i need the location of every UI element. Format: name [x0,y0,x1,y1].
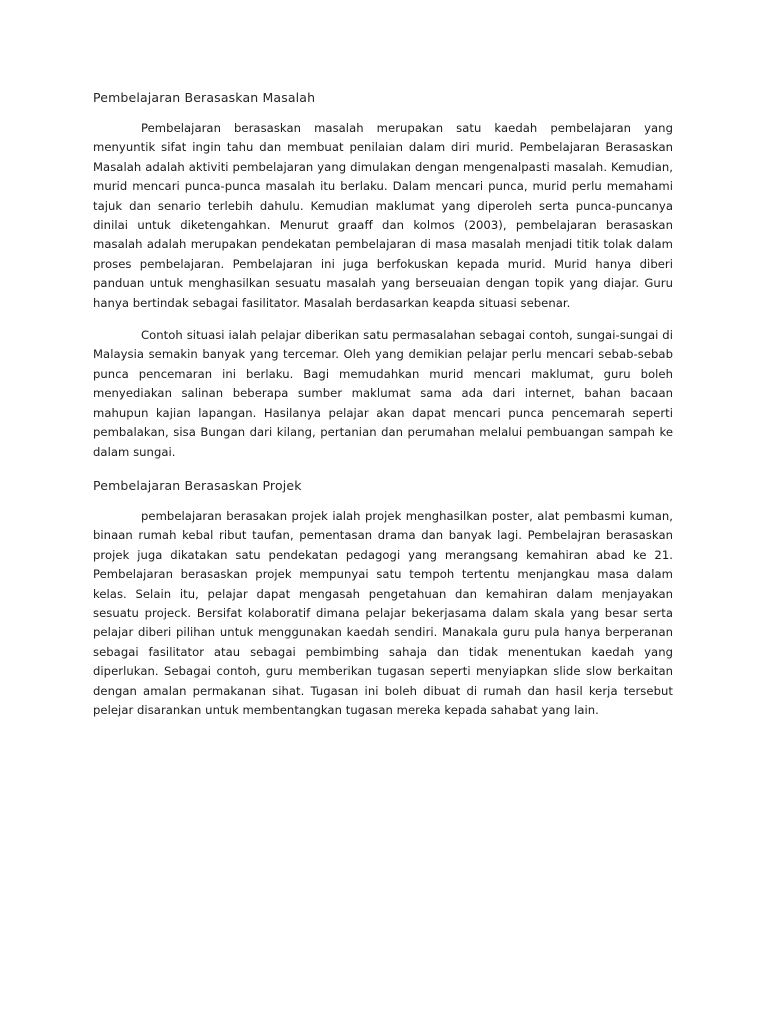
paragraph-projek-definition: pembelajaran berasakan projek ialah projek menghasilkan poster, alat pembasmi kuman, binaan rumah kebal ribut taufan, pementasan drama dan banyak lagi. Pembelajran berasaskan projek juga dikatakan satu pendekatan pedagogi yang merangsang kemahiran abad ke 21. Pembelajaran berasaskan projek mempunyai satu tempoh tertentu menjangkau masa dalam kelas. Selain itu, pelajar dapat mengasah pengetahuan dan kemahiran dalam menjayakan sesuatu projeck. Bersifat kolaboratif dimana pelajar bekerjasama dalam skala yang besar serta pelajar diberi pilihan untuk menggunakan kaedah sendiri. Manakala guru pula hanya berperanan sebagai fasilitator atau sebagai pembimbing sahaja dan tidak menentukan kaedah yang diperlukan. Sebagai contoh, guru memberikan tugasan seperti menyiapkan slide slow berkaitan dengan amalan permakanan sihat. Tugasan ini boleh dibuat di rumah dan hasil kerja tersebut pelejar disarankan untuk membentangkan tugasan mereka kepada sahabat yang lain. [93,508,673,717]
section-heading-projek: Pembelajaran Berasaskan Projek [93,477,302,493]
section-heading-masalah: Pembelajaran Berasaskan Masalah [93,90,316,105]
document-page [93,88,673,720]
paragraph-masalah-definition: Pembelajaran berasaskan masalah merupakan satu kaedah pembelajaran yang menyuntik sifat ingin tahu dan membuat penilaian dalam diri murid. Pembelajaran Berasaskan Masalah adalah aktiviti pembelajaran yang dimulakan dengan mengenalpasti masalah. Kemudian, murid mencari punca-punca masalah itu berlaku. Dalam mencari punca, murid perlu memahami tajuk dan senario terlebih dahulu. Kemudian maklumat yang diperoleh serta punca-puncanya dinilai untuk diketengahkan. Menurut graaff dan kolmos (2003), pembelajaran berasaskan masalah adalah merupakan pendekatan pembelajaran di masa masalah menjadi titik tolak dalam proses pembelajaran. Pembelajaran ini juga berfokuskan kepada murid. Murid hanya diberi panduan untuk menghasilkan sesuatu masalah yang berseuaian dengan topik yang diajar. Guru hanya bertindak sebagai fasilitator. Masalah berdasarkan keapda situasi sebenar. [93,121,673,310]
paragraph-masalah-example: Contoh situasi ialah pelajar diberikan satu permasalahan sebagai contoh, sungai-sungai di Malaysia semakin banyak yang tercemar. Oleh yang demikian pelajar perlu mencari sebab-sebab punca pencemaran ini berlaku. Bagi memudahkan murid mencari maklumat, guru boleh menyediakan salinan beberapa sumber maklumat sama ada dari internet, bahan bacaan mahupun kajian lapangan. Hasilanya pelajar akan dapat mencari punca pencemarah seperti pembalakan, sisa Bungan dari kilang, pertanian dan perumahan melalui pembuangan sampah ke dalam sungai. [93,328,673,459]
